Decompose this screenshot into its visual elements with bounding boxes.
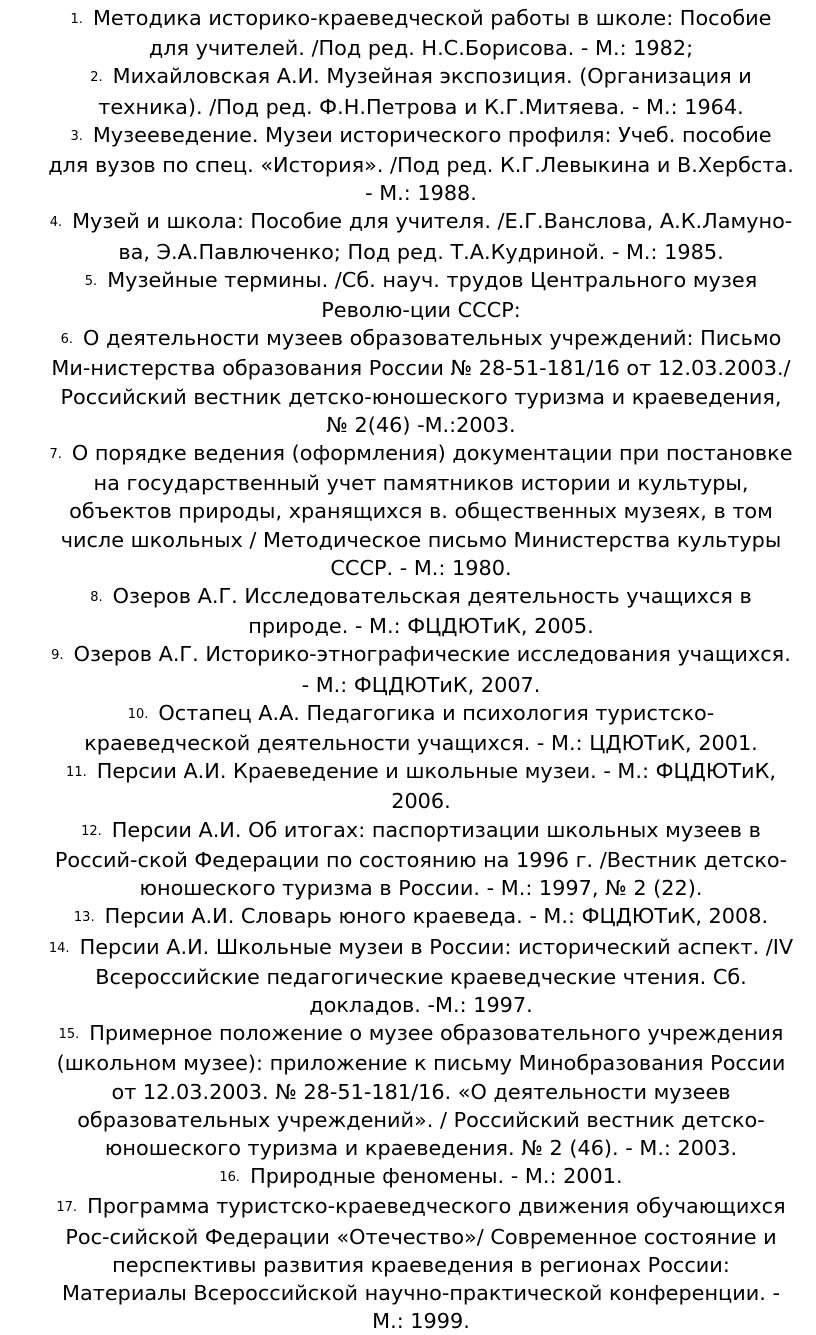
list-item xyxy=(48,699,794,757)
item-text: Музей и школа: Пособие для учителя. /Е.Г.Ванслова, А.К.Ламуно-ва, Э.А.Павлюченко; Под ред. Т.А.Кудриной. - М.: 1985. xyxy=(72,209,793,264)
item-number: 12. xyxy=(81,823,102,839)
item-number: 7. xyxy=(49,447,62,463)
list-item xyxy=(48,640,794,698)
list-item xyxy=(48,1162,794,1192)
item-number: 14. xyxy=(48,940,70,956)
list-item xyxy=(48,1192,794,1335)
item-text: Озеров А.Г. Исследовательская деятельность учащихся в природе. - М.: ФЦДЮТиК, 2005. xyxy=(112,584,752,639)
item-number: 15. xyxy=(58,1027,80,1043)
list-item xyxy=(48,816,794,903)
list-item xyxy=(48,1019,794,1162)
item-number: 2. xyxy=(90,70,103,86)
list-item xyxy=(48,933,794,1020)
item-text: Природные феномены. - М.: 2001. xyxy=(250,1164,623,1189)
item-number: 4. xyxy=(49,215,63,231)
item-text: Музейные термины. /Сб. науч. трудов Центрального музея Револю-ции СССР: xyxy=(107,267,758,323)
item-text: Озеров А.Г. Историко-этнографические исследования учащихся. - М.: ФЦДЮТиК, 2007. xyxy=(73,642,791,697)
item-number: 6. xyxy=(60,332,74,348)
item-number: 5. xyxy=(84,273,98,289)
item-number: 17. xyxy=(56,1200,78,1216)
item-number: 1. xyxy=(70,12,83,27)
item-text: О порядке ведения (оформления) документации при постановке на государственный учет памятников истории и культуры, объектов природы, хранящихся в. общественных музеях, в том числе школьных / Методическое письмо Министерства культуры СССР. - М.: 1980. xyxy=(60,441,793,580)
list-item xyxy=(48,266,794,324)
list-item xyxy=(48,324,794,439)
item-number: 11. xyxy=(66,765,87,781)
item-text: О деятельности музеев образовательных учреждений: Письмо Ми-нистерства образования России № 28-51-181/16 от 12.03.2003./ Российский вестник детско-юношеского туризма и краеведения, № 2(46) -М.:2003. xyxy=(51,326,791,437)
list-item xyxy=(48,207,794,265)
list-item xyxy=(48,757,794,815)
item-text: Персии А.И. Словарь юного краеведа. - М.: ФЦДЮТиК, 2008. xyxy=(104,904,769,929)
item-text: Остапец А.А. Педагогика и психология туристско-краеведческой деятельности учащихся. - М.: ЦДЮТиК, 2001. xyxy=(84,700,758,756)
list-item xyxy=(48,121,794,208)
list-item xyxy=(48,62,794,120)
item-text: Примерное положение о музее образовательного учреждения (школьном музее): приложение к письму Минобразования России от 12.03.2003. № 28-51-181/16. «О деятельности музеев образовательных учреждений». / Российский вестник детско-юношеского туризма и краеведения. № 2 (46). - М.: 2003. xyxy=(56,1021,786,1160)
reference-list xyxy=(48,4,794,1335)
item-text: Программа туристско-краеведческого движения обучающихся Рос-сийской Федерации «Отечество»/ Современное состояние и перспективы развития краеведения в регионах России: Материалы Всероссийской научно-практической конференции. - М.: 1999. xyxy=(62,1194,786,1334)
list-item xyxy=(48,4,794,62)
item-number: 13. xyxy=(73,910,95,926)
item-number: 9. xyxy=(51,648,64,664)
item-number: 3. xyxy=(70,128,83,144)
item-text: Персии А.И. Краеведение и школьные музеи. - М.: ФЦДЮТиК, 2006. xyxy=(96,759,776,814)
item-text: Персии А.И. Школьные музеи в России: исторический аспект. /IV Всероссийские педагогические краеведческие чтения. Сб. докладов. -М.: 1997. xyxy=(79,934,794,1017)
item-text: Михайловская А.И. Музейная экспозиция. (Организация и техника). /Под ред. Ф.Н.Петрова и К.Г.Митяева. - М.: 1964. xyxy=(98,64,752,119)
list-item xyxy=(48,582,794,640)
list-item xyxy=(48,902,794,932)
item-number: 10. xyxy=(127,706,149,722)
list-item xyxy=(48,439,794,582)
item-number: 8. xyxy=(90,590,103,606)
item-number: 16. xyxy=(219,1170,241,1186)
item-text: Методика историко-краеведческой работы в школе: Пособие для учителей. /Под ред. Н.С.Борисова. - М.: 1982; xyxy=(92,6,772,61)
item-text: Персии А.И. Об итогах: паспортизации школьных музеев в Россий-ской Федерации по состоянию на 1996 г. /Вестник детско-юношеского туризма в России. - М.: 1997, № 2 (22). xyxy=(54,817,788,901)
item-text: Музееведение. Музеи исторического профиля: Учеб. пособие для вузов по спец. «История». /Под ред. К.Г.Левыкина и В.Хербста. - М.: 1988. xyxy=(48,122,794,206)
